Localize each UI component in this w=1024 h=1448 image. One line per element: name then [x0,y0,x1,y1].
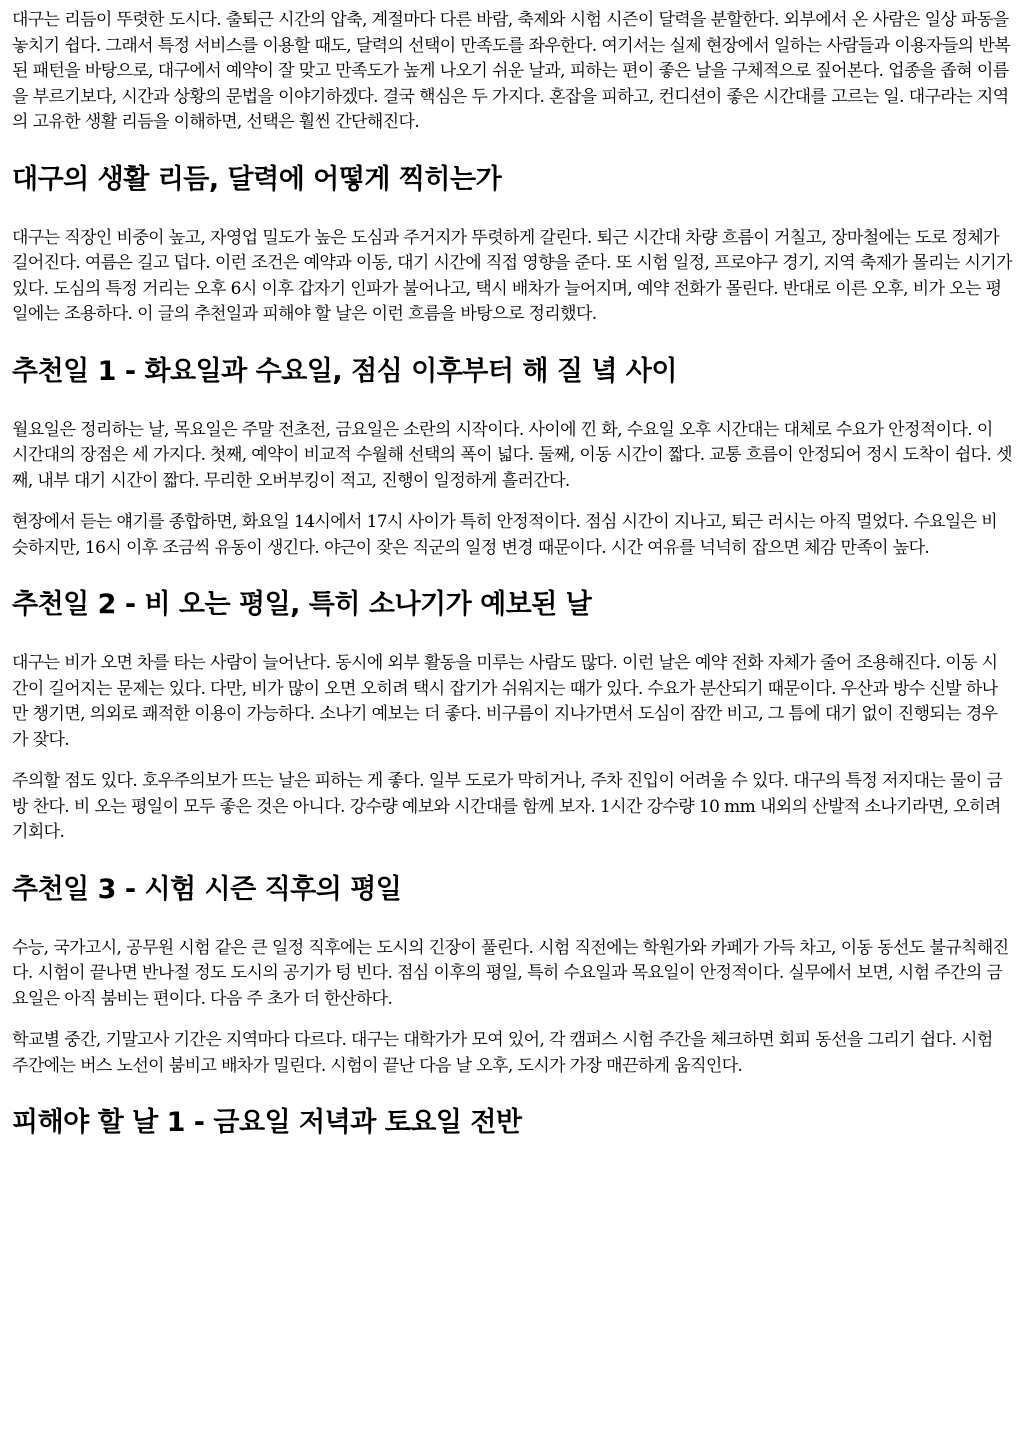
section-paragraph: 학교별 중간, 기말고사 기간은 지역마다 다르다. 대구는 대학가가 모여 있어, 각 캠퍼스 시험 주간을 체크하면 회피 동선을 그리기 쉽다. 시험 주간에는 버스 노선이 붐비고 배차가 밀린다. 시험이 끝난 다음 날 오후, 도시가 가장 매끈하게 움직인다. [12,1030,993,1076]
section-heading: 피해야 할 날 1 - 금요일 저녁과 토요일 전반 [12,1107,522,1138]
section-heading: 추천일 2 - 비 오는 평일, 특히 소나기가 예보된 날 [12,589,592,620]
section-heading: 대구의 생활 리듬, 달력에 어떻게 찍히는가 [12,163,502,195]
intro-paragraph: 대구는 리듬이 뚜렷한 도시다. 출퇴근 시간의 압축, 계절마다 다른 바람, 축제와 시험 시즌이 달력을 분할한다. 외부에서 온 사람은 일상 파동을 놓치기 쉽다. 그래서 특정 서비스를 이용할 때도, 달력의 선택이 만족도를 좌우한다. 여기서는 실제 현장에서 일하는 사람들과 이용자들의 반복된 패턴을 바탕으로, 대구에서 예약이 잘 맞고 만족도가 높게 나오기 쉬운 날과, 피하는 편이 좋은 날을 구체적으로 짚어본다. 업종을 좁혀 이름을 부르기보다, 시간과 상황의 문법을 이야기하겠다. 결국 핵심은 두 가지다. 혼잡을 피하고, 컨디션이 좋은 시간대를 고르는 일. 대구라는 지역의 고유한 생활 리듬을 이해하면, 선택은 훨씬 간단해진다. [12,10,1010,132]
section-paragraph: 대구는 직장인 비중이 높고, 자영업 밀도가 높은 도심과 주거지가 뚜렷하게 갈린다. 퇴근 시간대 차량 흐름이 거칠고, 장마철에는 도로 정체가 길어진다. 여름은 길고 덥다. 이런 조건은 예약과 이동, 대기 시간에 직접 영향을 준다. 또 시험 일정, 프로야구 경기, 지역 축제가 몰리는 시기가 있다. 도심의 특정 거리는 오후 6시 이후 갑자기 인파가 불어나고, 택시 배차가 늘어지며, 예약 전화가 몰린다. 반대로 이른 오후, 비가 오는 평일에는 조용하다. 이 글의 추천일과 피해야 할 날은 이런 흐름을 바탕으로 정리했다. [12,227,1012,324]
section-paragraph: 현장에서 듣는 얘기를 종합하면, 화요일 14시에서 17시 사이가 특히 안정적이다. 점심 시간이 지나고, 퇴근 러시는 아직 멀었다. 수요일은 비슷하지만, 16시 이후 조금씩 유동이 생긴다. 야근이 잦은 직군의 일정 변경 때문이다. 시간 여유를 넉넉히 잡으면 체감 만족이 높다. [12,512,998,558]
article [12,8,1012,1141]
section-paragraph: 수능, 국가고시, 공무원 시험 같은 큰 일정 직후에는 도시의 긴장이 풀린다. 시험 직전에는 학원가와 카페가 가득 차고, 이동 동선도 불규칙해진다. 시험이 끝나면 반나절 정도 도시의 공기가 텅 빈다. 점심 이후의 평일, 특히 수요일과 목요일이 안정적이다. 실무에서 보면, 시험 주간의 금요일은 아직 붐비는 편이다. 다음 주 초가 더 한산하다. [12,937,1009,1009]
section-paragraph: 대구는 비가 오면 차를 타는 사람이 늘어난다. 동시에 외부 활동을 미루는 사람도 많다. 이런 날은 예약 전화 자체가 줄어 조용해진다. 이동 시간이 길어지는 문제는 있다. 다만, 비가 많이 오면 오히려 택시 잡기가 쉬워지는 때가 있다. 수요가 분산되기 때문이다. 우산과 방수 신발 하나만 챙기면, 의외로 쾌적한 이용이 가능하다. 소나기 예보는 더 좋다. 비구름이 지나가면서 도심이 잠깐 비고, 그 틈에 대기 없이 진행되는 경우가 잦다. [12,653,998,750]
section-paragraph: 주의할 점도 있다. 호우주의보가 뜨는 날은 피하는 게 좋다. 일부 도로가 막히거나, 주차 진입이 어려울 수 있다. 대구의 특정 저지대는 물이 금방 찬다. 비 오는 평일이 모두 좋은 것은 아니다. 강수량 예보와 시간대를 함께 보자. 1시간 강수량 10 mm 내외의 산발적 소나기라면, 오히려 기회다. [12,771,1003,842]
section-heading: 추천일 3 - 시험 시즌 직후의 평일 [12,873,402,905]
section-heading: 추천일 1 - 화요일과 수요일, 점심 이후부터 해 질 녘 사이 [12,355,677,387]
section-paragraph: 월요일은 정리하는 날, 목요일은 주말 전초전, 금요일은 소란의 시작이다. 사이에 낀 화, 수요일 오후 시간대는 대체로 수요가 안정적이다. 이 시간대의 장점은 세 가지다. 첫째, 예약이 비교적 수월해 선택의 폭이 넓다. 둘째, 이동 시간이 짧다. 교통 흐름이 안정되어 정시 도착이 쉽다. 셋째, 내부 대기 시간이 짧다. 무리한 오버부킹이 적고, 진행이 일정하게 흘러간다. [12,419,1012,491]
